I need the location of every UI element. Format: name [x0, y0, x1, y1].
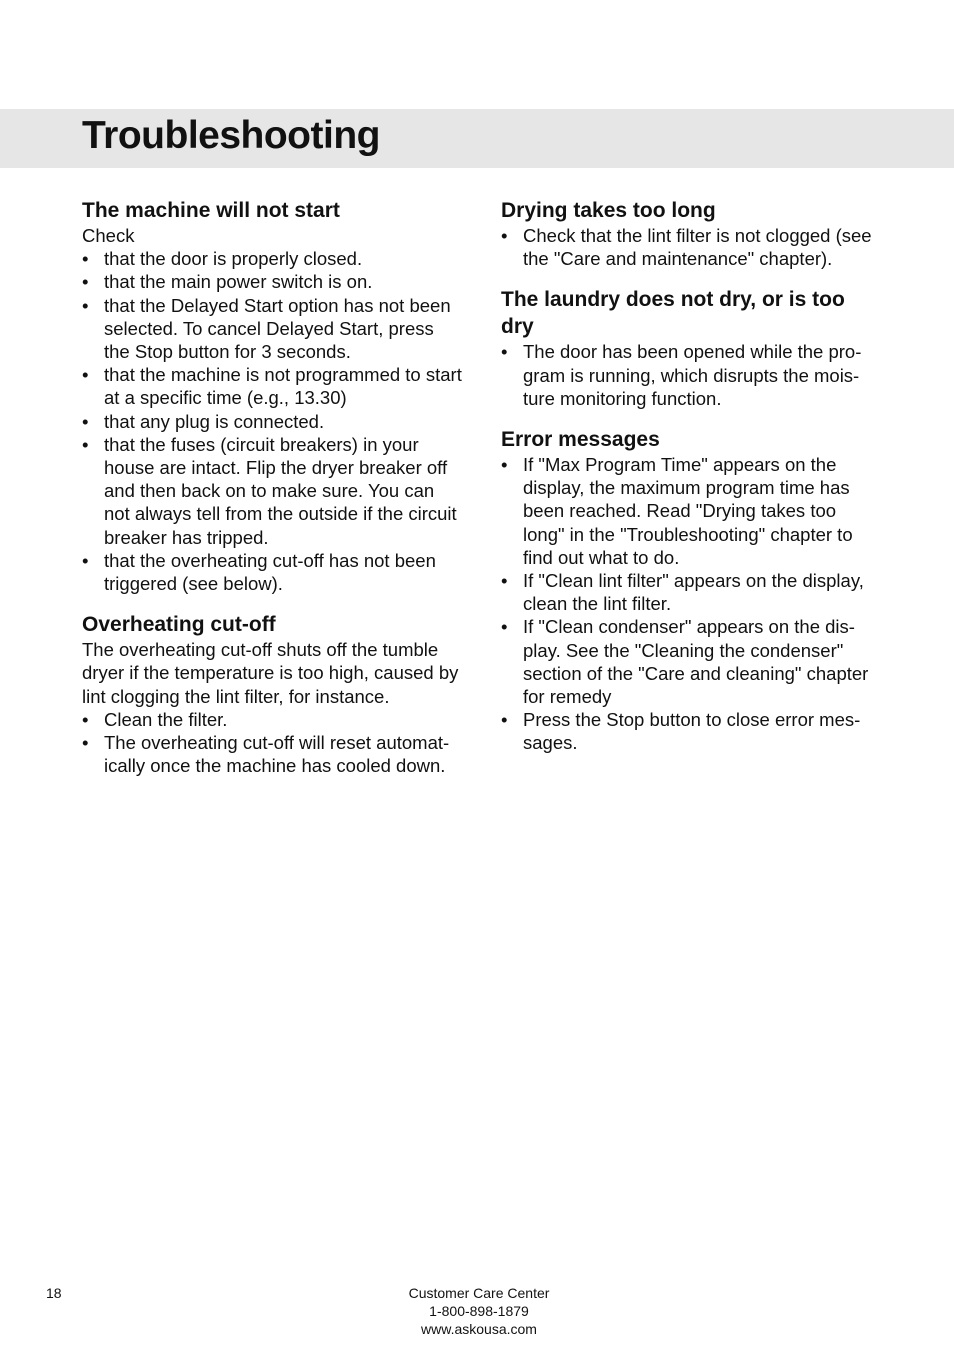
- section-laundry-dry: [501, 286, 881, 410]
- list-item: • Check that the lint filter is not clogged (see the "Care and maintenance" chapter).: [501, 225, 872, 270]
- list-item: • If "Max Program Time" appears on the display, the maximum program time has been reached. Read "Drying takes too long" in the "Troubleshooting" chapter to find out what to do.: [501, 454, 853, 568]
- page-number: 18: [46, 1285, 62, 1301]
- list-item: • Clean the filter.: [82, 708, 228, 730]
- bullet-list: [82, 247, 462, 595]
- bullet-list: [501, 224, 881, 270]
- right-column: [501, 197, 881, 771]
- section-heading: The laundry does not dry, or is too dry: [501, 288, 845, 339]
- list-item: • Press the Stop button to close error mes-sages.: [501, 709, 861, 754]
- list-item: • The door has been opened while the pro-gram is running, which disrupts the mois-ture monitoring function.: [501, 341, 862, 409]
- section-heading: Overheating cut-off: [82, 613, 276, 637]
- section-intro: Check: [82, 225, 135, 246]
- contact-phone: 1-800-898-1879: [429, 1303, 529, 1319]
- section-heading: Error messages: [501, 428, 660, 452]
- list-item: • The overheating cut-off will reset automat-ically once the machine has cooled down.: [82, 732, 450, 777]
- list-item: • If "Clean lint filter" appears on the display, clean the lint filter.: [501, 570, 864, 615]
- list-item: • that any plug is connected.: [82, 410, 325, 432]
- list-item: • that the main power switch is on.: [82, 271, 373, 293]
- bullet-list: [501, 340, 881, 410]
- list-item: • that the machine is not programmed to start at a specific time (e.g., 13.30): [82, 364, 462, 409]
- section-drying-too-long: [501, 197, 881, 270]
- bullet-list: [501, 453, 881, 755]
- list-item: • that the fuses (circuit breakers) in your house are intact. Flip the dryer breaker off and then back on to make sure. You can not always tell from the outside if the circuit breaker has tripped.: [82, 433, 457, 548]
- section-machine-will-not-start: [82, 197, 462, 595]
- list-item: • If "Clean condenser" appears on the dis-play. See the "Cleaning the condenser" section of the "Care and cleaning" chapter for remedy: [501, 616, 869, 708]
- page-title: Troubleshooting: [82, 114, 380, 157]
- left-column: [82, 197, 462, 793]
- section-heading: Drying takes too long: [501, 199, 716, 222]
- list-item: • that the Delayed Start option has not been selected. To cancel Delayed Start, press the Stop button for 3 seconds.: [82, 294, 451, 363]
- list-item: • that the overheating cut-off has not been triggered (see below).: [82, 549, 436, 595]
- section-error-messages: [501, 426, 881, 755]
- section-heading: The machine will not start: [82, 199, 340, 222]
- footer-contact: [380, 1284, 578, 1338]
- section-overheating-cut-off: [82, 611, 462, 777]
- section-intro: The overheating cut-off shuts off the tumble dryer if the temperature is too high, caused by lint clogging the lint filter, for instance.: [82, 639, 459, 707]
- list-item: • that the door is properly closed.: [82, 248, 363, 270]
- bullet-list: [82, 708, 462, 778]
- contact-website: www.askousa.com: [421, 1321, 537, 1337]
- contact-title: Customer Care Center: [408, 1285, 550, 1301]
